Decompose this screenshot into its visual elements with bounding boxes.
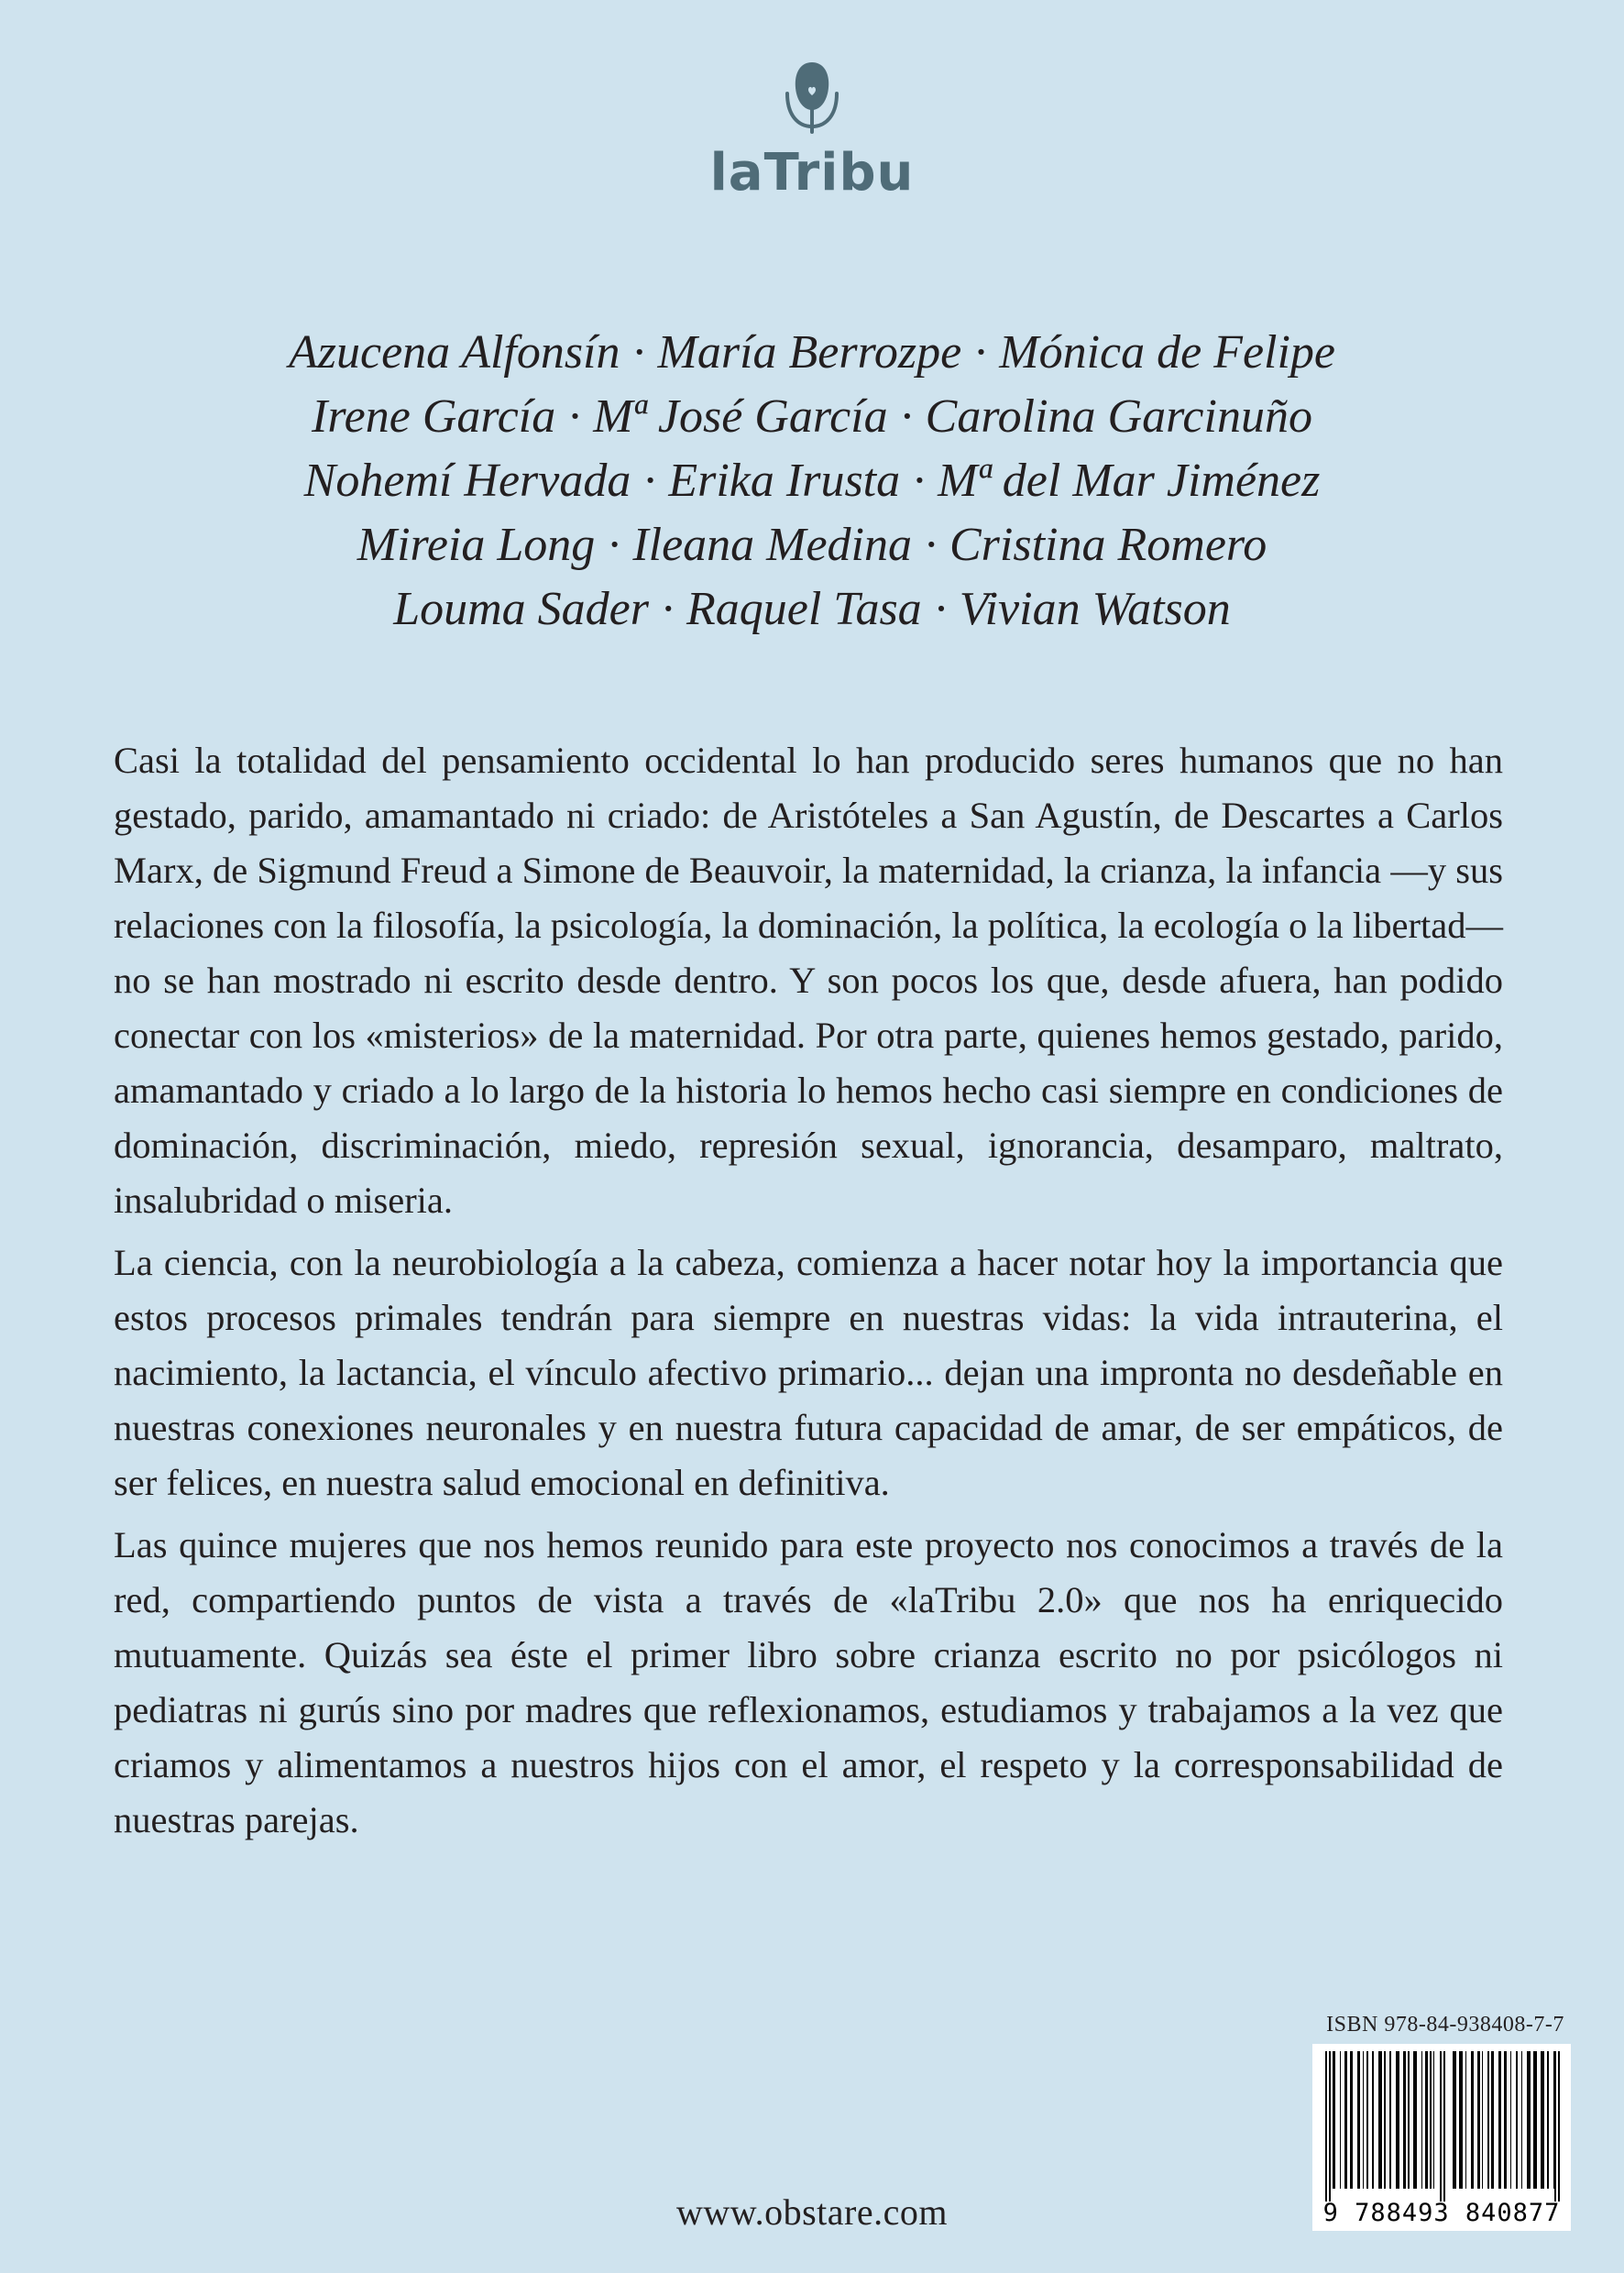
author-list bbox=[0, 321, 1624, 642]
barcode-bar bbox=[1453, 2051, 1456, 2189]
author-line bbox=[0, 577, 1624, 642]
back-cover-blurb bbox=[114, 733, 1503, 1855]
barcode-bar bbox=[1465, 2051, 1466, 2189]
barcode-bar bbox=[1510, 2051, 1511, 2189]
barcode-bar bbox=[1357, 2051, 1360, 2189]
author-separator: · bbox=[925, 519, 937, 571]
barcode-bar bbox=[1366, 2051, 1368, 2189]
author-line bbox=[0, 385, 1624, 449]
blurb-paragraph: Casi la totalidad del pensamiento occidental lo han producido seres humanos que no han gestado, parido, amamantado ni criado: de Aristóteles a San Agustín, de Descartes a Carlos Marx, de Sigmund Freud a Simone de Beauvoir, la maternidad, la crianza, la infancia —y sus relaciones con la filosofía, la psicología, la dominación, la política, la ecología o la libertad— no se han mostrado ni escrito desde dentro. Y son pocos los que, desde afuera, han podido conectar con los «misterios» de la maternidad. Por otra parte, quienes hemos gestado, parido, amamantado y criado a lo largo de la historia lo hemos hecho casi siempre en condiciones de dominación, discriminación, miedo, represión sexual, ignorancia, desamparo, maltrato, insalubridad o miseria. bbox=[114, 740, 1503, 1221]
barcode-bar bbox=[1408, 2051, 1410, 2189]
author-separator: · bbox=[643, 455, 656, 507]
barcode-bar bbox=[1378, 2051, 1382, 2189]
barcode-bar bbox=[1471, 2051, 1474, 2189]
barcode-bar bbox=[1430, 2051, 1432, 2189]
author-name: Cristina Romero bbox=[949, 519, 1267, 571]
author-separator: · bbox=[632, 326, 645, 379]
author-name: Nohemí Hervada bbox=[303, 455, 631, 507]
author-line bbox=[0, 449, 1624, 513]
barcode-bar bbox=[1521, 2051, 1522, 2189]
tribu-drop-icon bbox=[771, 57, 853, 139]
author-name: Irene García bbox=[312, 390, 556, 443]
author-name: Carolina Garcinuño bbox=[925, 390, 1312, 443]
barcode-bar bbox=[1372, 2051, 1374, 2189]
author-name: Mónica de Felipe bbox=[999, 326, 1335, 379]
blurb-paragraph: Las quince mujeres que nos hemos reunido para este proyecto nos conocimos a través de la red, compartiendo puntos de vista a través de «laTribu 2.0» que nos ha enriquecido mutuamente. Quizás sea éste el primer libro sobre crianza escrito no por psicólogos ni pediatras ni gurús sino por madres que reflexionamos, estudiamos y trabajamos a la vez que criamos y alimentamos a nuestros hijos con el amor, el respeto y la corresponsabilidad de nuestras parejas. bbox=[114, 1524, 1503, 1840]
author-name: Raquel Tasa bbox=[686, 583, 922, 635]
publisher-logo bbox=[0, 57, 1624, 203]
barcode-bar bbox=[1384, 2051, 1386, 2189]
barcode-bar bbox=[1558, 2051, 1560, 2202]
author-separator: · bbox=[913, 455, 926, 507]
barcode-bar bbox=[1459, 2051, 1463, 2189]
barcode-bar bbox=[1440, 2051, 1442, 2202]
barcode-bar bbox=[1333, 2051, 1335, 2189]
barcode-bar bbox=[1344, 2051, 1347, 2189]
author-name: Vivian Watson bbox=[959, 583, 1231, 635]
barcode-bar bbox=[1389, 2051, 1391, 2189]
author-name: Azucena Alfonsín bbox=[288, 326, 620, 379]
barcode-bar bbox=[1340, 2051, 1341, 2189]
author-separator: · bbox=[974, 326, 987, 379]
barcode-bar bbox=[1413, 2051, 1417, 2189]
barcode-bar bbox=[1443, 2051, 1445, 2202]
barcode-bar bbox=[1482, 2051, 1483, 2189]
barcode-bar bbox=[1498, 2051, 1501, 2189]
barcode-bar bbox=[1553, 2051, 1555, 2189]
barcode-bar bbox=[1325, 2051, 1327, 2202]
blurb-paragraph: La ciencia, con la neurobiología a la cabeza, comienza a hacer notar hoy la importancia que estos procesos primales tendrán para siempre en nuestras vidas: la vida intrauterina, el nacimiento, la lactancia, el vínculo afectivo primario... dejan una impronta no desdeñable en nuestras conexiones neuronales y en nuestra futura capacidad de amar, de ser empáticos, de ser felices, en nuestra salud emocional en definitiva. bbox=[114, 1242, 1503, 1503]
author-separator: · bbox=[934, 583, 947, 635]
barcode-bar bbox=[1425, 2051, 1428, 2189]
barcode-bar bbox=[1433, 2051, 1434, 2189]
barcode-bars bbox=[1312, 2044, 1571, 2202]
barcode-bar bbox=[1504, 2051, 1507, 2189]
barcode-bar bbox=[1547, 2051, 1549, 2189]
author-name: Mª del Mar Jiménez bbox=[938, 455, 1321, 507]
author-line bbox=[0, 321, 1624, 385]
barcode-bar bbox=[1477, 2051, 1480, 2189]
barcode-bar bbox=[1421, 2051, 1422, 2189]
barcode-bar bbox=[1396, 2051, 1399, 2189]
barcode-bar bbox=[1363, 2051, 1364, 2189]
barcode-bar bbox=[1350, 2051, 1353, 2189]
author-separator: · bbox=[900, 390, 913, 443]
author-name: Louma Sader bbox=[393, 583, 649, 635]
barcode-bar bbox=[1329, 2051, 1331, 2202]
barcode-bar bbox=[1527, 2051, 1531, 2189]
author-name: Mª José García bbox=[593, 390, 888, 443]
author-separator: · bbox=[662, 583, 674, 635]
author-separator: · bbox=[568, 390, 581, 443]
author-name: Erika Irusta bbox=[668, 455, 901, 507]
publisher-name: laTribu bbox=[709, 143, 915, 203]
isbn-label: ISBN 978-84-938408-7-7 bbox=[1326, 2013, 1564, 2037]
barcode-bar bbox=[1491, 2051, 1494, 2189]
barcode-bar bbox=[1516, 2051, 1518, 2189]
author-separator: · bbox=[608, 519, 620, 571]
author-name: Ileana Medina bbox=[632, 519, 912, 571]
author-name: María Berrozpe bbox=[657, 326, 962, 379]
barcode-bar bbox=[1541, 2051, 1544, 2189]
barcode-bar bbox=[1533, 2051, 1537, 2189]
barcode-digits: 9 788493 840877 bbox=[1322, 2199, 1561, 2227]
author-line bbox=[0, 513, 1624, 577]
barcode-bar bbox=[1487, 2051, 1489, 2189]
author-name: Mireia Long bbox=[357, 519, 596, 571]
barcode-bar bbox=[1403, 2051, 1406, 2189]
publisher-url[interactable]: www.obstare.com bbox=[676, 2191, 948, 2233]
